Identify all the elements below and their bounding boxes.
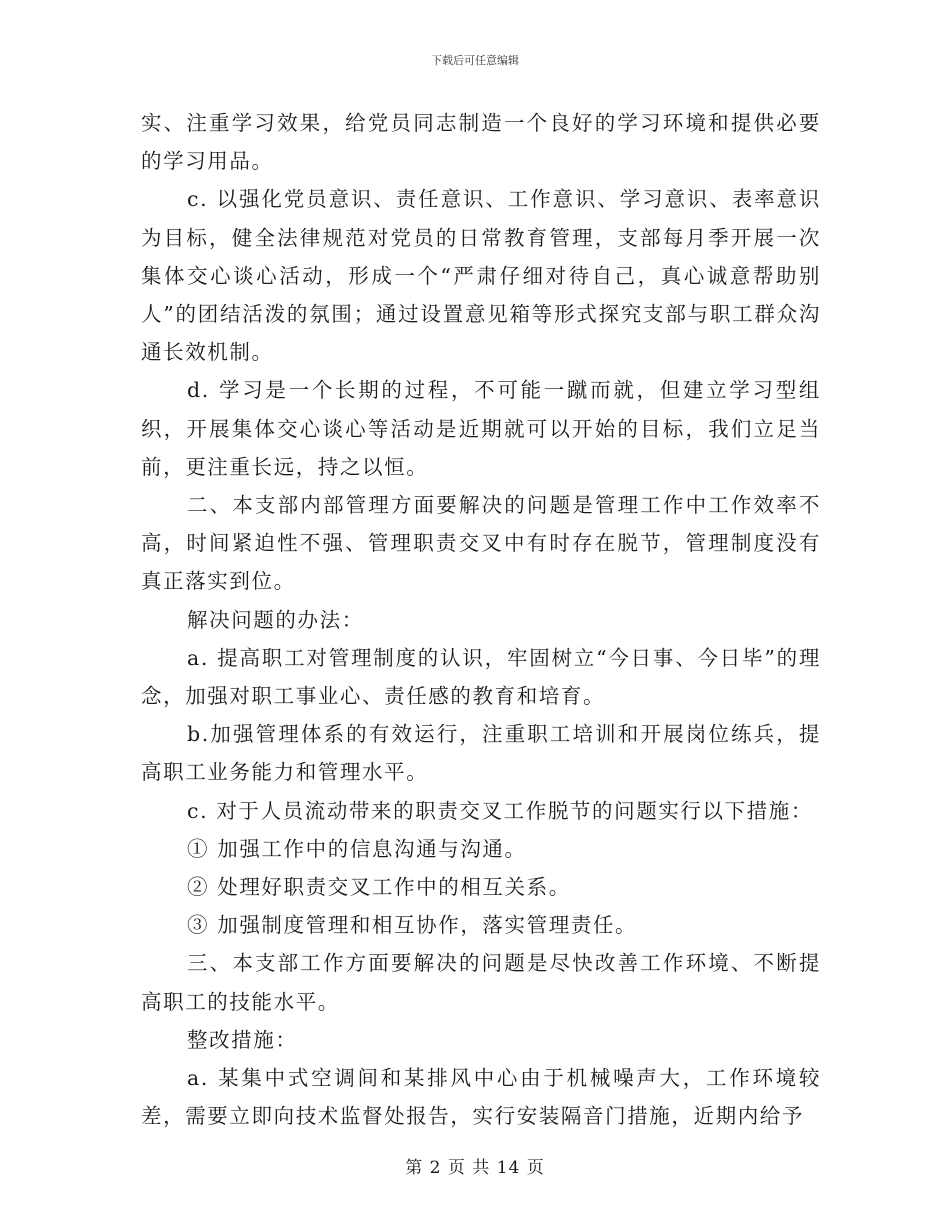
paragraph-continuation: 实、注重学习效果，给党员同志制造一个良好的学习环境和提供必要的学习用品。 bbox=[141, 111, 821, 174]
paragraph-solution-b: b.加强管理体系的有效运行，注重职工培训和开展岗位练兵，提高职工业务能力和管理水平。 bbox=[141, 722, 821, 785]
paragraph-section-three: 三、本支部工作方面要解决的问题是尽快改善工作环境、不断提高职工的技能水平。 bbox=[141, 951, 821, 1014]
paragraph-measure-3: ③ 加强制度管理和相互协作，落实管理责任。 bbox=[187, 913, 638, 938]
paragraph-rectification-heading: 整改措施： bbox=[187, 1027, 298, 1052]
page-footer-number: 第 2 页 共 14 页 bbox=[405, 1158, 545, 1178]
page-header-note: 下载后可任意编辑 bbox=[431, 54, 519, 67]
paragraph-solution-c: c. 对于人员流动带来的职责交叉工作脱节的问题实行以下措施： bbox=[187, 798, 814, 823]
paragraph-section-two: 二、本支部内部管理方面要解决的问题是管理工作中工作效率不高，时间紧迫性不强、管理职责交叉中有时存在脱节，管理制度没有真正落实到位。 bbox=[141, 493, 821, 594]
paragraph-measure-1: ① 加强工作中的信息沟通与沟通。 bbox=[187, 836, 527, 861]
paragraph-item-c: c. 以强化党员意识、责任意识、工作意识、学习意识、表率意识为目标，健全法律规范对党员的日常教育管理，支部每月季开展一次集体交心谈心活动，形成一个“严肃仔细对待自己，真心诚意帮助别人”的团结活泼的氛围；通过设置意见箱等形式探究支部与职工群众沟通长效机制。 bbox=[141, 187, 821, 365]
paragraph-measure-2: ② 处理好职责交叉工作中的相互关系。 bbox=[187, 875, 571, 900]
paragraph-rectification-a: a. 某集中式空调间和某排风中心由于机械噪声大，工作环境较差，需要立即向技术监督处报告，实行安装隔音门措施，近期内给予 bbox=[141, 1066, 821, 1129]
document-body bbox=[141, 104, 821, 1135]
paragraph-solution-heading: 解决问题的办法： bbox=[187, 607, 364, 632]
paragraph-solution-a: a. 提高职工对管理制度的认识，牢固树立“今日事、今日毕”的理念，加强对职工事业心、责任感的教育和培育。 bbox=[141, 645, 821, 709]
paragraph-item-d: d. 学习是一个长期的过程，不可能一蹴而就，但建立学习型组织，开展集体交心谈心等活动是近期就可以开始的目标，我们立足当前，更注重长远，持之以恒。 bbox=[141, 378, 821, 479]
